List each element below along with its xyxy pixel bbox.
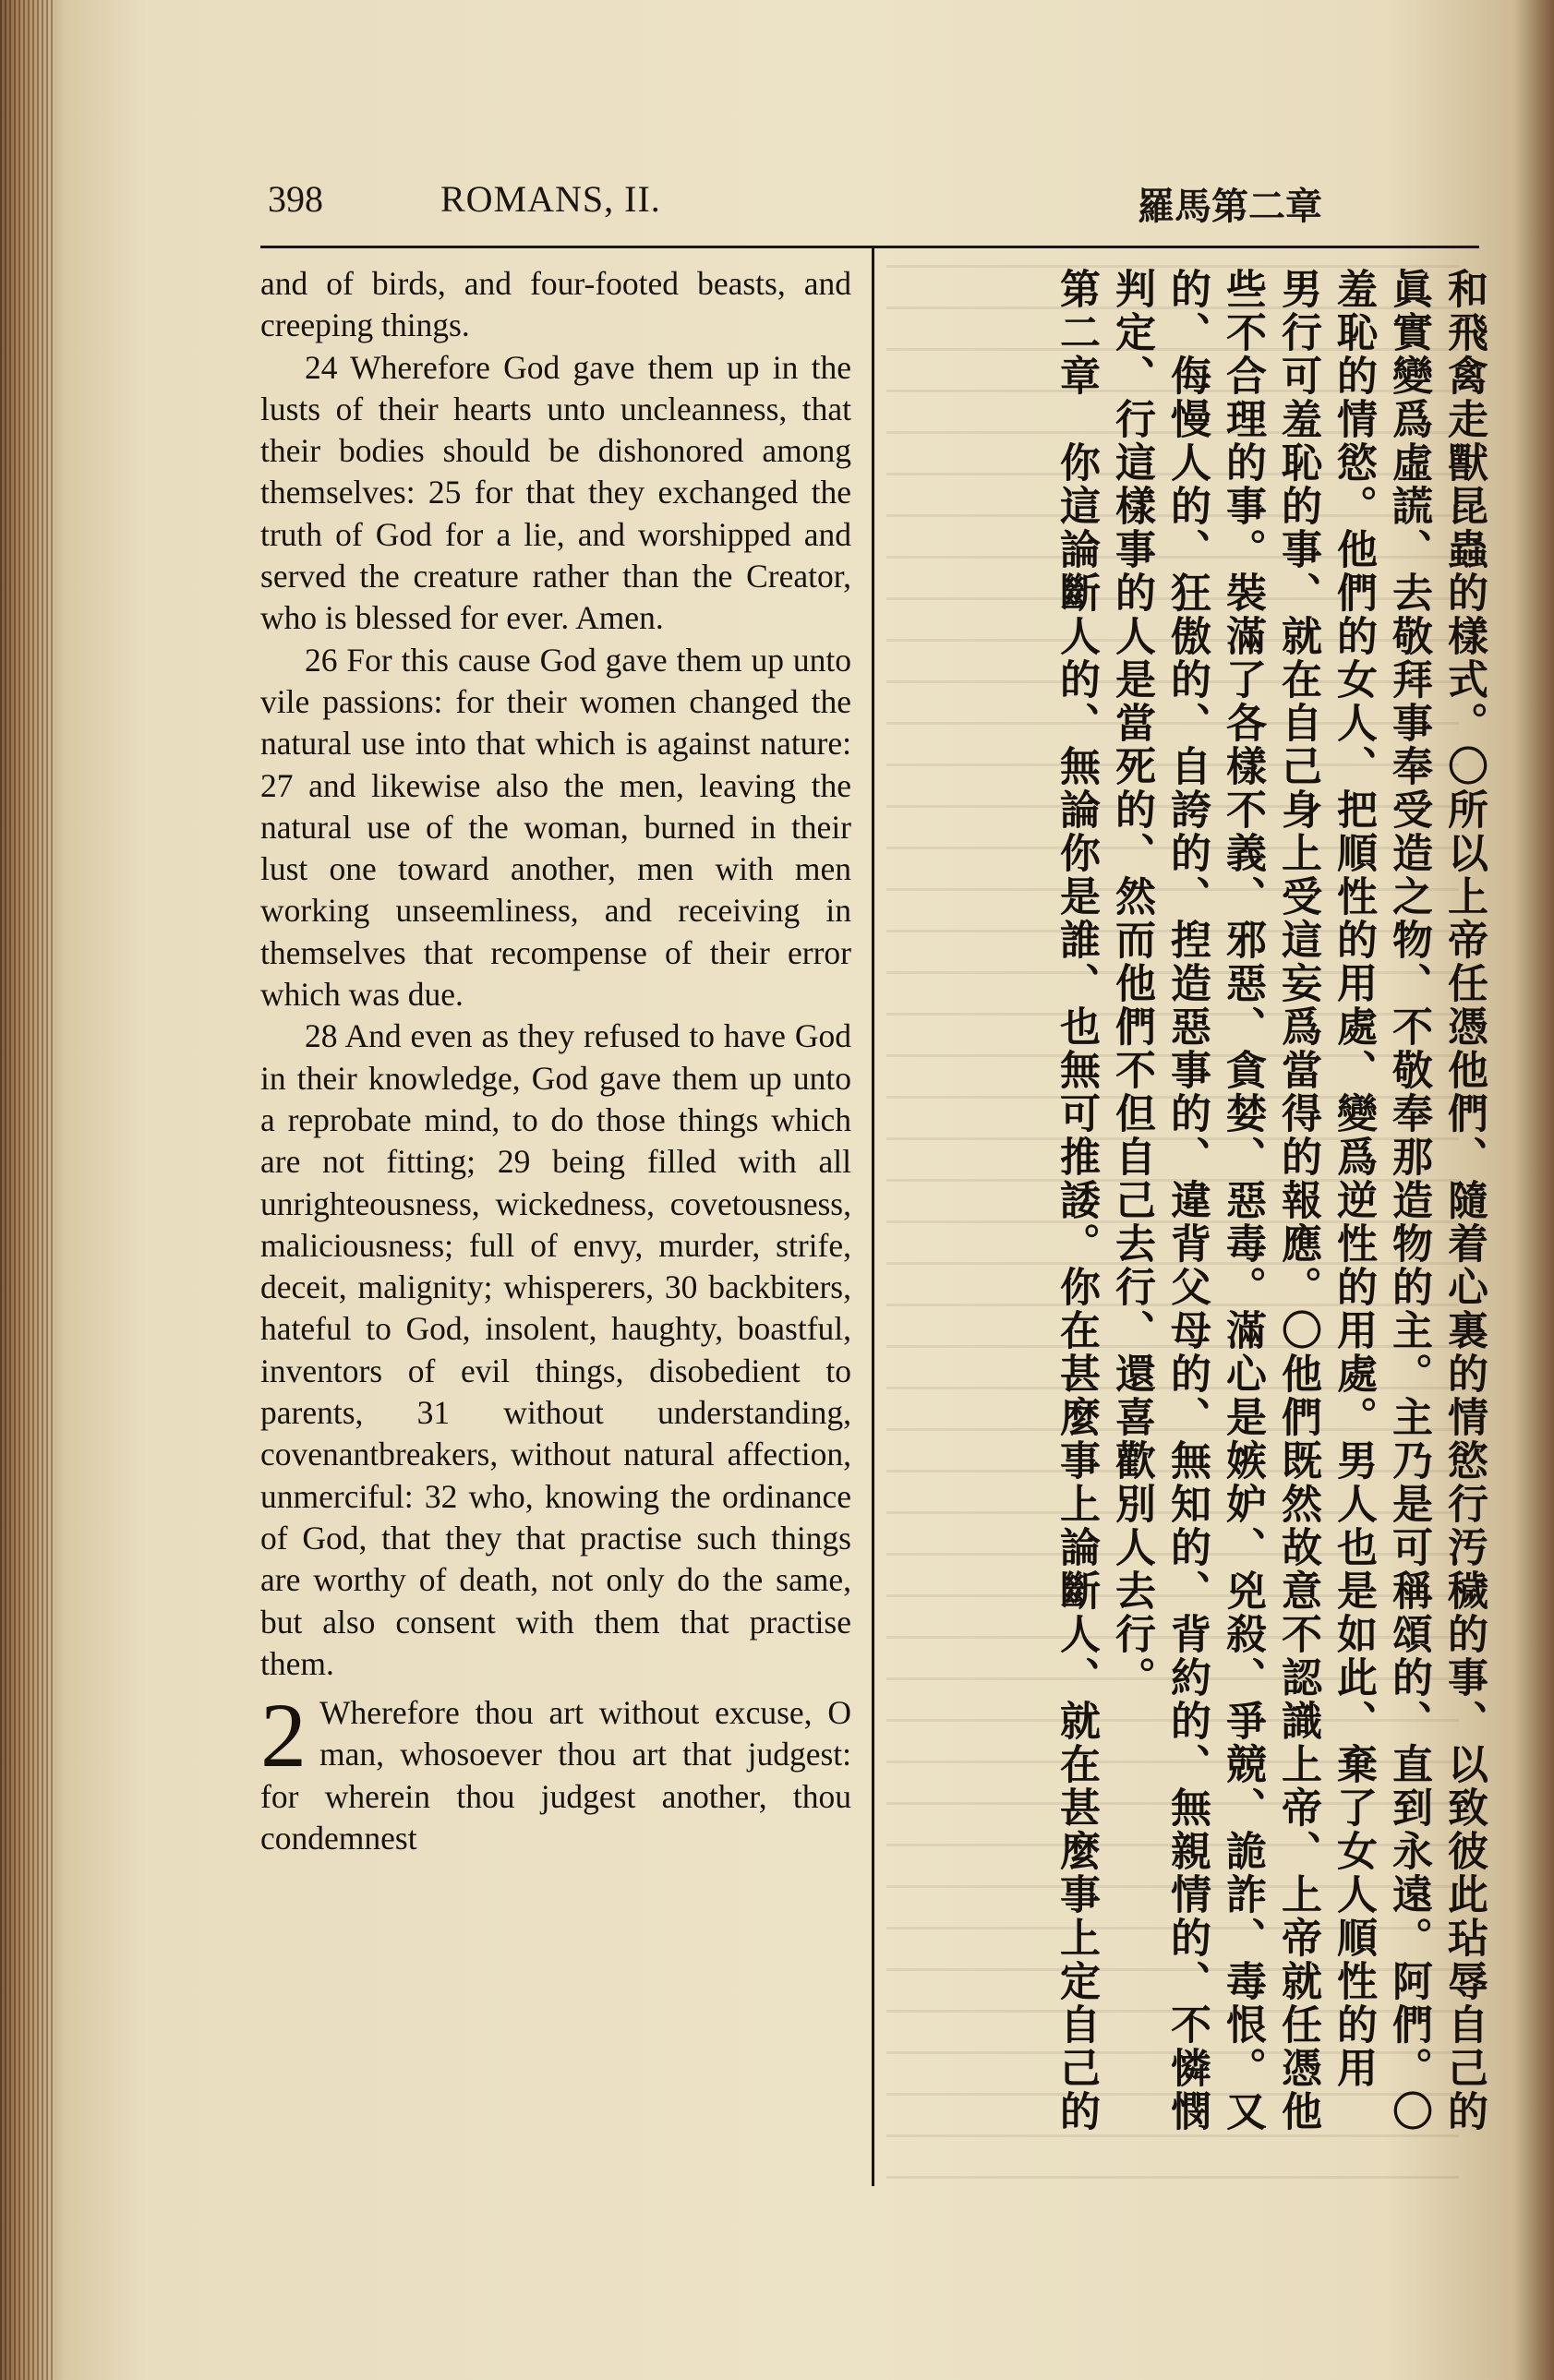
english-paragraph: 28 And even as they refused to have God in their knowledge, God gave them up unto a reprobate mind, to do those things which are not fitting; 29 being filled with all unrighteousness, wickedness, covetousness, maliciousness; full of envy, murder, strife, deceit, malignity; whisperers, 30 backbiters, hateful to God, insolent, haughty, boastful, inventors of evil things, disobedient to parents, 31 without understanding, covenantbreakers, without natural affection, unmerciful: 32 who, knowing the ordinance of God, that they that practise such things are worthy of death, not only do the same, but also consent with them that practise them. bbox=[260, 1017, 851, 1682]
chapter-number: 2 bbox=[260, 1684, 307, 1787]
header-rule bbox=[260, 246, 1479, 248]
chinese-column bbox=[882, 268, 1491, 2188]
column-divider bbox=[872, 247, 874, 2186]
chapter-opening bbox=[260, 1684, 851, 1859]
english-paragraph: 24 Wherefore God gave them up in the lusts of their hearts unto uncleanness, that their bodies should be dishonored among themselves: 25 for that they exchanged the truth of God for a lie, and worshipped and served the creature rather than the Creator, who is blessed for ever. Amen. bbox=[260, 348, 851, 637]
page-number: 398 bbox=[268, 178, 323, 220]
page-edge bbox=[0, 0, 55, 2380]
english-paragraph: 26 For this cause God gave them up unto vile passions: for their women changed the natural use into that which is against nature: 27 and likewise also the men, leaving the natural use of the woman, burned in their lust one toward another, men with men working unseemliness, and receiving in themselves that recompense of their error which was due. bbox=[260, 641, 851, 1014]
chapter-text: Wherefore thou art without excuse, O man, whosoever thou art that judgest: for wherein thou judgest another, thou condemnest bbox=[260, 1694, 851, 1857]
chinese-line: 些不合理的事。裝滿了各樣不義、邪惡、貪婪、惡毒。滿心是嫉妒、兇殺、爭競、詭詐、毒恨。又 bbox=[1219, 268, 1266, 2134]
chinese-line: 和飛禽走獸昆蟲的樣式。〇所以上帝任憑他們、隨着心裏的情慾行汚穢的事、以致彼此玷辱自己的 bbox=[1440, 268, 1488, 2134]
chinese-line: 眞實變爲虛謊、去敬拜事奉受造之物、不敬奉那造物的主。主乃是可稱頌的、直到永遠。阿們。〇 bbox=[1385, 268, 1432, 2134]
page-header bbox=[260, 177, 1479, 233]
chinese-line: 男行可羞恥的事、就在自己身上受這妄爲當得的報應。〇他們既然故意不認識上帝、上帝就任憑他 bbox=[1274, 268, 1321, 2134]
chinese-line: 第二章 你這論斷人的、無論你是誰、也無可推諉。你在甚麼事上論斷人、就在甚麼事上定自己的 bbox=[1053, 268, 1100, 2134]
chinese-running-title: 羅馬第二章 bbox=[1138, 186, 1322, 228]
chinese-line: 羞恥的情慾。他們的女人、把順性的用處、變爲逆性的用處。男人也是如此、棄了女人順性的用 bbox=[1330, 268, 1377, 2090]
english-column bbox=[260, 263, 851, 1859]
english-paragraph: and of birds, and four-footed beasts, and creeping things. bbox=[260, 265, 851, 344]
chinese-line: 判定、行這樣事的人是當死的、然而他們不但自己去行、還喜歡別人去行。 bbox=[1108, 268, 1155, 1700]
chinese-line: 的、侮慢人的、狂傲的、自誇的、揑造惡事的、違背父母的、無知的、背約的、無親情的、不憐憫 bbox=[1163, 268, 1211, 2134]
running-title: ROMANS, II. bbox=[440, 178, 661, 220]
